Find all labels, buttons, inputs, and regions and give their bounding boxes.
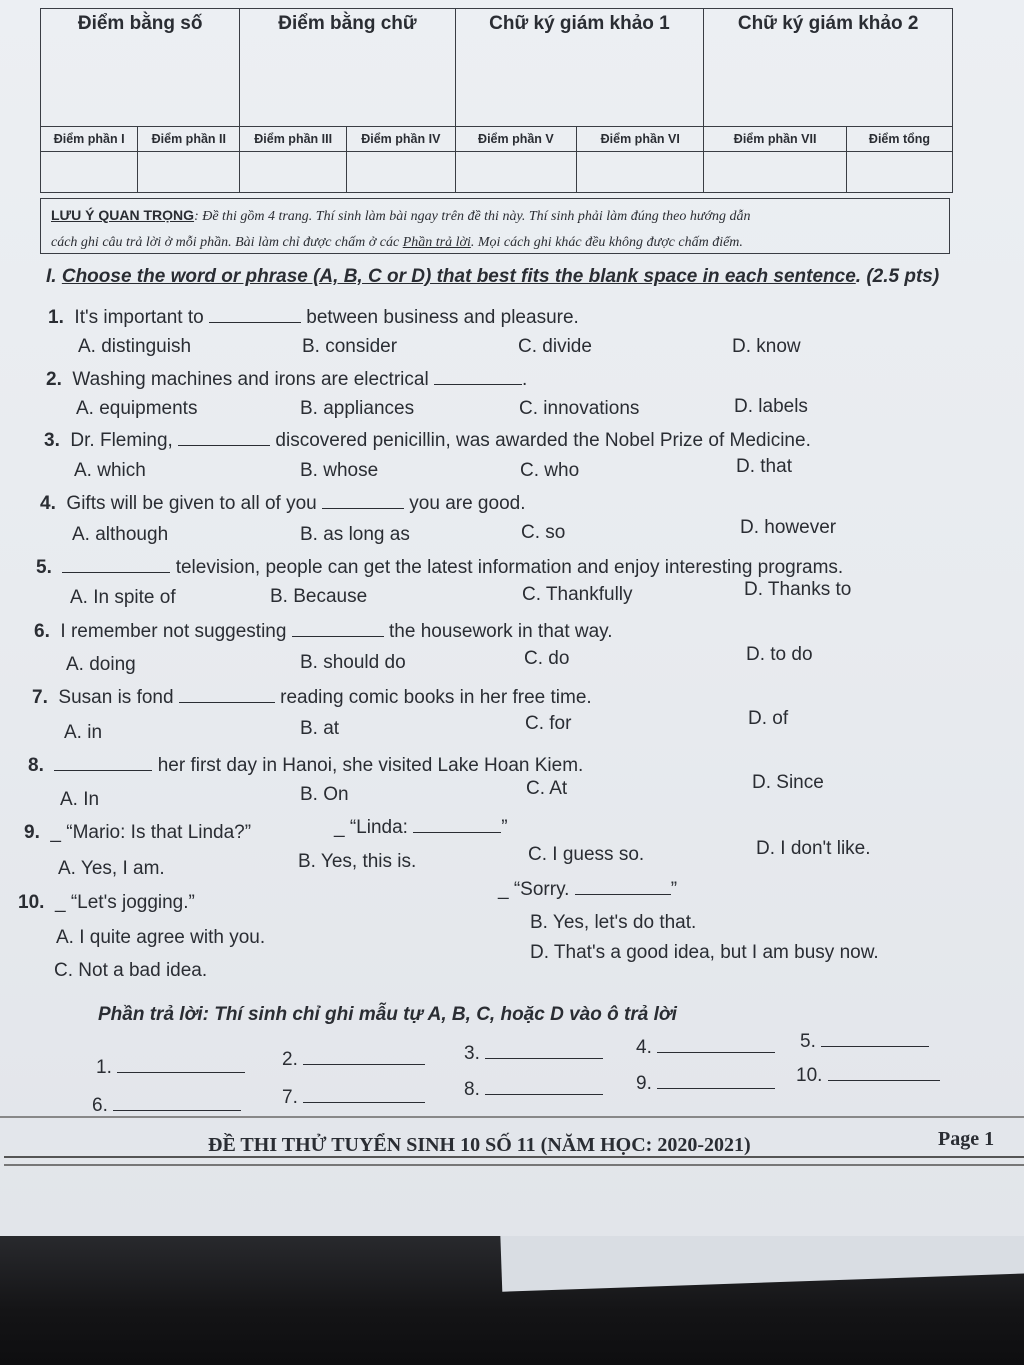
question-text: _ “Mario: Is that Linda?” <box>50 822 252 843</box>
answer-blank <box>62 556 170 573</box>
note-label: LƯU Ý QUAN TRỌNG <box>51 207 195 223</box>
option: C. divide <box>518 336 592 357</box>
part-score-label: Điểm phần III <box>240 127 347 152</box>
note-text: : Đề thi gồm 4 trang. Thí sinh làm bài ngay trên đề thi này. Thí sinh phải làm đúng theo hướng dẫn <box>194 209 751 224</box>
option: D. That's a good idea, but I am busy now. <box>530 942 879 963</box>
answer-line <box>303 1086 425 1103</box>
part-score-label: Điểm phần II <box>138 127 240 152</box>
part-score-cell <box>138 152 240 193</box>
part-score-label: Điểm phần I <box>41 127 138 152</box>
part-score-cell <box>577 152 704 193</box>
answer-slot-4 <box>636 1036 775 1059</box>
answer-blank <box>413 816 501 833</box>
section-title <box>46 266 939 288</box>
score-header-examiner2: Chữ ký giám khảo 2 <box>704 9 953 127</box>
option: A. Yes, I am. <box>58 858 165 879</box>
answer-label: 8. <box>464 1079 480 1100</box>
option: A. In <box>60 789 100 810</box>
answer-line <box>113 1094 241 1111</box>
question-text: the housework in that way. <box>389 621 613 642</box>
answer-line <box>828 1064 940 1081</box>
note-text: . Mọi cách ghi khác đều không được chấm điểm. <box>470 235 743 250</box>
divider <box>0 1116 1024 1118</box>
total-score-cell <box>846 152 952 193</box>
answer-blank <box>179 686 275 703</box>
part-score-label: Điểm phần IV <box>347 127 456 152</box>
question-1 <box>48 306 579 329</box>
question-text: Gifts will be given to all of you <box>66 493 317 514</box>
answer-label: 1. <box>96 1057 112 1078</box>
question-3 <box>44 429 811 452</box>
answer-line <box>117 1056 245 1073</box>
question-number: 6. <box>34 621 50 642</box>
question-text: . <box>521 369 528 390</box>
answer-label: 7. <box>282 1087 298 1108</box>
score-header-examiner1: Chữ ký giám khảo 1 <box>455 9 704 127</box>
question-text: I remember not suggesting <box>60 621 287 642</box>
option: C. I guess so. <box>528 844 645 865</box>
answer-slot-1 <box>96 1056 245 1079</box>
question-7 <box>32 686 592 709</box>
option: D. labels <box>734 396 808 417</box>
answer-line <box>303 1048 425 1065</box>
answer-line <box>485 1078 603 1095</box>
option: B. Yes, this is. <box>298 851 417 872</box>
answer-slot-2 <box>282 1048 425 1071</box>
option: C. Not a bad idea. <box>54 960 208 981</box>
part-score-label: Điểm phần V <box>455 127 577 152</box>
question-number: 5. <box>36 557 52 578</box>
option: A. I quite agree with you. <box>56 927 266 948</box>
option: A. doing <box>66 654 136 675</box>
note-text: cách ghi câu trả lời ở mỗi phần. Bài làm chỉ được chấm ở các <box>51 235 403 250</box>
option: C. Thankfully <box>522 584 633 605</box>
section-instruction: Choose the word or phrase (A, B, C or D) that best fits the blank space in each sentence <box>61 266 856 287</box>
answer-line <box>821 1030 929 1047</box>
answer-label: 9. <box>636 1073 652 1094</box>
option: C. so <box>521 522 566 543</box>
answer-line <box>657 1036 775 1053</box>
question-6 <box>34 620 613 643</box>
option: D. that <box>736 456 792 477</box>
score-header-number: Điểm bằng số <box>41 9 240 127</box>
option: B. appliances <box>300 398 415 419</box>
question-number: 7. <box>32 687 48 708</box>
page-number: Page 1 <box>938 1128 995 1150</box>
option: C. At <box>526 778 568 799</box>
part-score-cell <box>455 152 577 193</box>
answer-slot-7 <box>282 1086 425 1109</box>
question-9-reply <box>334 816 508 839</box>
question-number: 1. <box>48 307 64 328</box>
divider <box>4 1156 1024 1166</box>
answer-label: 5. <box>800 1031 816 1052</box>
answer-blank <box>434 368 522 385</box>
option: D. Since <box>752 772 824 793</box>
answer-label: 4. <box>636 1037 652 1058</box>
section-points: . (2.5 pts) <box>855 266 940 287</box>
question-text: It's important to <box>74 307 204 328</box>
option: C. innovations <box>519 398 640 419</box>
question-number: 9. <box>24 822 40 843</box>
option: D. know <box>732 336 801 357</box>
option: A. which <box>74 460 146 481</box>
answer-slot-9 <box>636 1072 775 1095</box>
note-line-1 <box>51 202 939 230</box>
option: B. at <box>300 718 340 739</box>
question-text: Susan is fond <box>58 687 174 708</box>
option: B. On <box>300 784 349 805</box>
option: C. for <box>525 713 572 734</box>
option: D. Thanks to <box>744 579 852 600</box>
option: B. Because <box>270 586 368 607</box>
answer-label: 3. <box>464 1043 480 1064</box>
question-2 <box>46 368 527 391</box>
answer-blank <box>292 620 384 637</box>
important-note <box>40 198 950 254</box>
question-text: ” <box>670 879 678 900</box>
option: A. distinguish <box>78 336 192 357</box>
answer-blank <box>178 429 270 446</box>
answer-blank <box>322 492 404 509</box>
question-text: between business and pleasure. <box>306 307 579 328</box>
answer-slot-8 <box>464 1078 603 1101</box>
question-text: Dr. Fleming, <box>70 430 173 451</box>
answer-label: 10. <box>796 1065 823 1086</box>
question-text: _ “Linda: <box>334 817 408 838</box>
part-score-label: Điểm phần VI <box>577 127 704 152</box>
answer-line <box>485 1042 603 1059</box>
answer-line <box>657 1072 775 1089</box>
question-number: 10. <box>18 892 45 913</box>
question-4 <box>40 492 525 515</box>
option: B. as long as <box>300 524 410 545</box>
option: D. of <box>748 708 789 729</box>
answer-section-title: Phần trả lời: Thí sinh chỉ ghi mẫu tự A, B, C, hoặc D vào ô trả lời <box>98 1004 677 1025</box>
option: D. I don't like. <box>756 838 871 859</box>
option: D. however <box>740 517 837 538</box>
answer-blank <box>54 754 152 771</box>
section-number: I. <box>46 266 62 287</box>
answer-slot-6 <box>92 1094 241 1117</box>
option: A. in <box>64 722 103 743</box>
answer-label: 6. <box>92 1095 108 1116</box>
exam-footer-title: ĐỀ THI THỬ TUYỂN SINH 10 SỐ 11 (NĂM HỌC: 2020-2021) <box>208 1134 751 1156</box>
answer-blank <box>575 878 671 895</box>
answer-label: 2. <box>282 1049 298 1070</box>
option: C. who <box>520 460 580 481</box>
question-10-reply <box>498 878 677 901</box>
option: C. do <box>524 648 570 669</box>
question-text: _ “Let's jogging.” <box>54 892 195 913</box>
total-score-label: Điểm tổng <box>846 127 952 152</box>
option: B. whose <box>300 460 379 481</box>
question-9 <box>24 822 251 844</box>
question-text: Washing machines and irons are electrical <box>72 369 429 390</box>
question-text: discovered penicillin, was awarded the Nobel Prize of Medicine. <box>275 430 811 451</box>
question-number: 2. <box>46 369 62 390</box>
question-text: _ “Sorry. <box>498 879 570 900</box>
answer-slot-3 <box>464 1042 603 1065</box>
question-number: 4. <box>40 493 56 514</box>
score-table <box>40 8 953 193</box>
question-8 <box>28 754 583 777</box>
answer-slot-10 <box>796 1064 940 1087</box>
answer-slot-5 <box>800 1030 929 1053</box>
option: B. should do <box>300 652 406 673</box>
question-text: reading comic books in her free time. <box>280 687 592 708</box>
question-text: you are good. <box>409 493 526 514</box>
option: B. Yes, let's do that. <box>530 912 697 933</box>
score-header-words: Điểm bằng chữ <box>240 9 455 127</box>
question-5 <box>36 556 843 579</box>
question-number: 8. <box>28 755 44 776</box>
question-10 <box>18 892 195 914</box>
option: B. consider <box>302 336 398 357</box>
option: A. In spite of <box>70 587 176 608</box>
part-score-label: Điểm phần VII <box>704 127 847 152</box>
option: A. equipments <box>76 398 198 419</box>
question-number: 3. <box>44 430 60 451</box>
part-score-cell <box>240 152 347 193</box>
option: A. although <box>72 524 169 545</box>
answer-blank <box>209 306 301 323</box>
question-text: ” <box>501 817 508 838</box>
question-text: her first day in Hanoi, she visited Lake Hoan Kiem. <box>157 755 584 776</box>
part-score-cell <box>347 152 456 193</box>
question-text: television, people can get the latest information and enjoy interesting programs. <box>175 557 844 578</box>
option: D. to do <box>746 644 813 665</box>
note-answer-ref: Phần trả lời <box>402 235 471 250</box>
part-score-cell <box>41 152 138 193</box>
note-line-2 <box>51 230 939 256</box>
part-score-cell <box>704 152 847 193</box>
